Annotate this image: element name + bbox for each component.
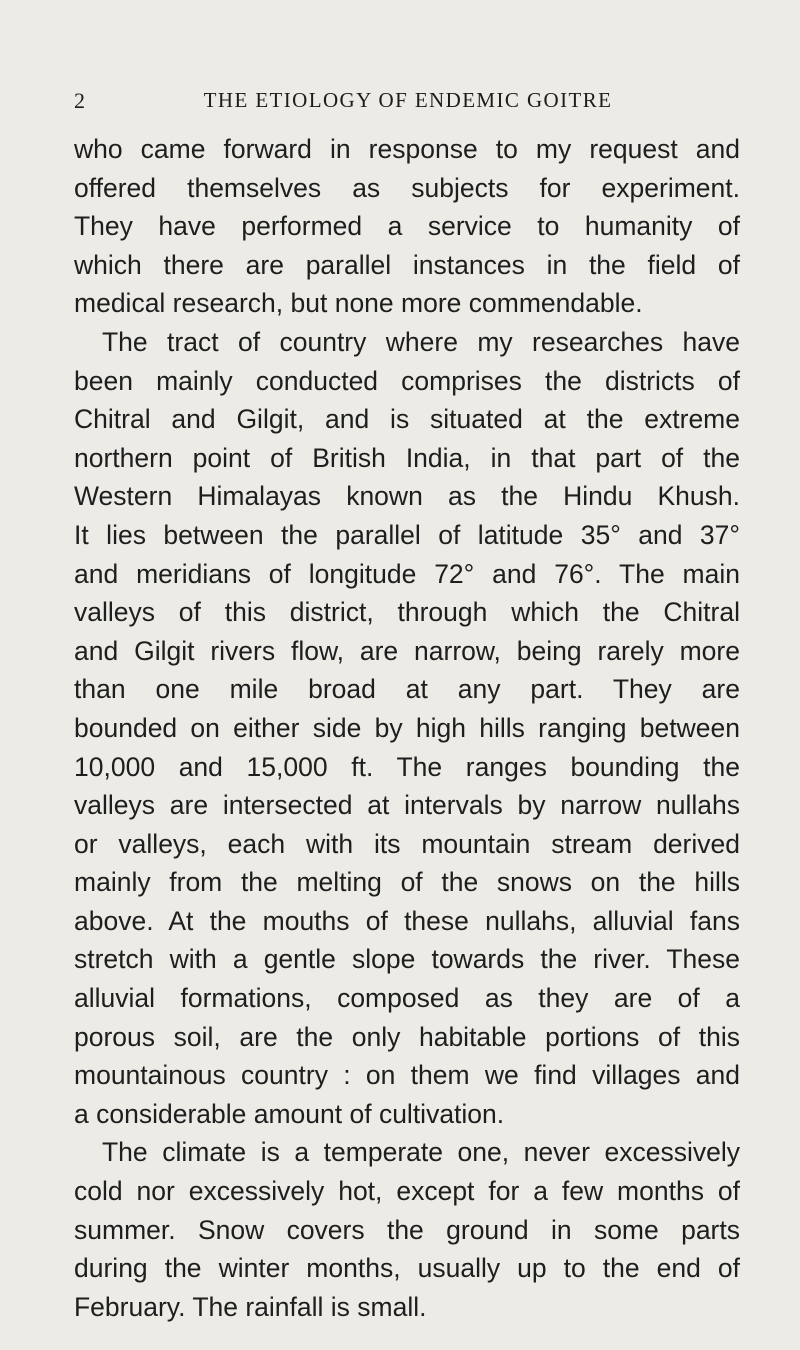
text-line: during the winter months, usually up to the end of xyxy=(74,1253,740,1284)
running-head: THE ETIOLOGY OF ENDEMIC GOITRE xyxy=(203,88,613,112)
text-line: Western Himalayas known as the Hindu Khush. xyxy=(74,481,740,512)
page-header xyxy=(74,88,742,118)
page-number: 2 xyxy=(74,88,85,113)
text-line: medical research, but none more commendable. xyxy=(74,288,643,319)
paragraph-2 xyxy=(74,323,740,1133)
text-line: valleys of this district, through which the Chitral xyxy=(74,597,740,628)
text-line: They have performed a service to humanity of xyxy=(74,211,740,242)
text-line: porous soil, are the only habitable portions of this xyxy=(74,1021,740,1052)
paragraph-3 xyxy=(74,1133,740,1326)
text-line: Chitral and Gilgit, and is situated at the extreme xyxy=(74,404,740,435)
text-line: mainly from the melting of the snows on the hills xyxy=(74,867,740,898)
text-line: February. The rainfall is small. xyxy=(74,1291,427,1322)
text-line: The tract of country where my researches have xyxy=(102,326,740,357)
text-line: northern point of British India, in that part of the xyxy=(74,442,740,473)
text-line: alluvial formations, composed as they are of a xyxy=(74,983,740,1014)
text-line: which there are parallel instances in the field of xyxy=(74,249,740,280)
text-line: mountainous country : on them we find villages and xyxy=(74,1060,740,1091)
text-line: 10,000 and 15,000 ft. The ranges bounding the xyxy=(74,751,740,782)
text-line: or valleys, each with its mountain stream derived xyxy=(74,828,740,859)
text-line: who came forward in response to my request and xyxy=(74,134,740,164)
paragraph-1 xyxy=(74,130,740,323)
text-line: stretch with a gentle slope towards the river. These xyxy=(74,944,740,975)
text-line: The climate is a temperate one, never excessively xyxy=(102,1137,740,1168)
text-line: above. At the mouths of these nullahs, alluvial fans xyxy=(74,905,740,936)
text-line: It lies between the parallel of latitude 35° and 37° xyxy=(74,519,740,550)
text-line: and Gilgit rivers flow, are narrow, being rarely more xyxy=(74,635,740,666)
text-line: been mainly conducted comprises the districts of xyxy=(74,365,740,396)
text-line: summer. Snow covers the ground in some parts xyxy=(74,1214,740,1245)
text-line: than one mile broad at any part. They are xyxy=(74,674,740,705)
text-line: and meridians of longitude 72° and 76°. The main xyxy=(74,558,740,589)
text-line: offered themselves as subjects for experiment. xyxy=(74,172,740,203)
body-text xyxy=(74,130,740,1326)
text-line: cold nor excessively hot, except for a few months of xyxy=(74,1176,740,1207)
text-line: a considerable amount of cultivation. xyxy=(74,1098,505,1129)
text-line: bounded on either side by high hills ranging between xyxy=(74,712,740,743)
text-line: valleys are intersected at intervals by narrow nullahs xyxy=(74,790,740,821)
